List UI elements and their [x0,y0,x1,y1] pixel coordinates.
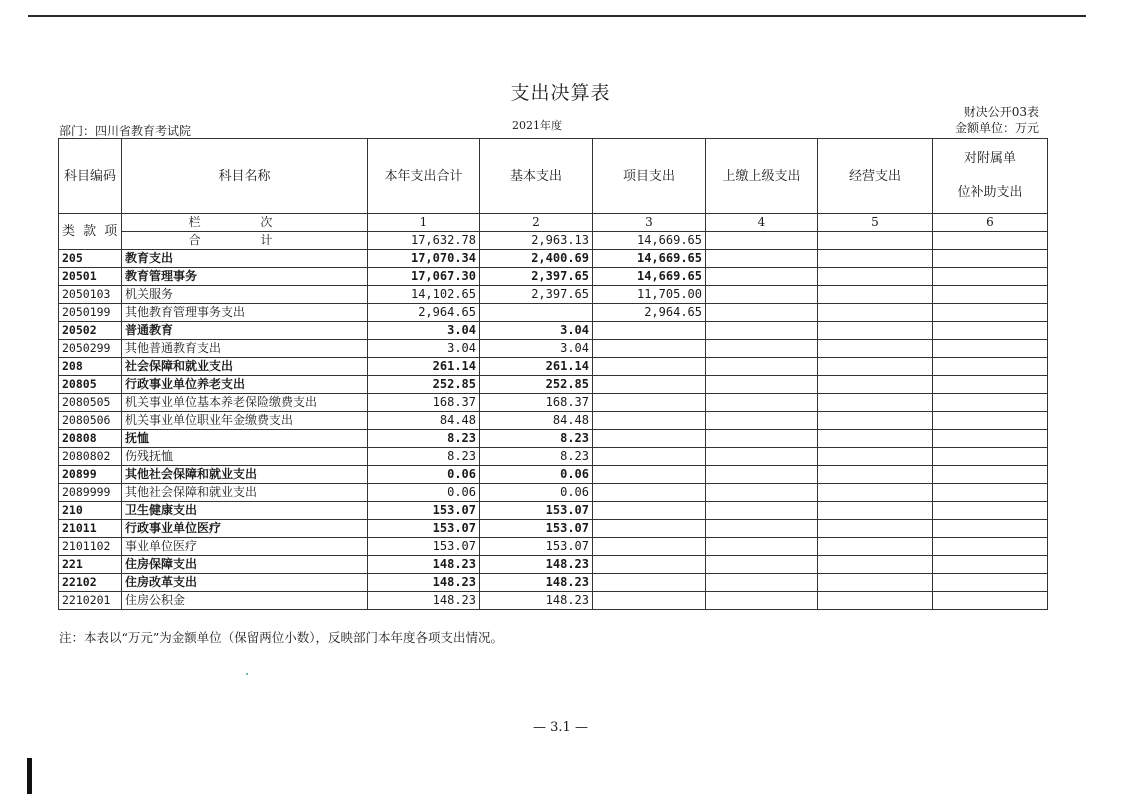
department-label: 部门：四川省教育考试院 [59,124,192,138]
row-project [593,448,706,466]
table-row [59,574,1048,592]
row-basic: 261.14 [480,358,593,376]
row-subsidy [933,538,1048,556]
row-project [593,484,706,502]
row-operating [818,466,933,484]
header-row [59,139,1048,214]
row-project [593,556,706,574]
col-index-1: 1 [368,214,480,232]
row-code: 2089999 [59,484,122,502]
row-basic: 8.23 [480,430,593,448]
row-name: 行政事业单位医疗 [122,520,368,538]
table-row [59,484,1048,502]
row-operating [818,268,933,286]
table-row [59,376,1048,394]
row-code: 20502 [59,322,122,340]
row-code: 221 [59,556,122,574]
row-subsidy [933,358,1048,376]
row-name: 其他教育管理事务支出 [122,304,368,322]
row-project [593,592,706,610]
amount-unit: 金额单位：万元 [954,121,1039,135]
row-code: 205 [59,250,122,268]
row-subsidy [933,520,1048,538]
row-remit-upper [706,322,818,340]
row-basic: 153.07 [480,538,593,556]
col-index-5: 5 [818,214,933,232]
row-total: 261.14 [368,358,480,376]
footnote: 注：本表以“万元”为金额单位（保留两位小数），反映部门本年度各项支出情况。 [59,630,504,645]
row-total: 153.07 [368,538,480,556]
column-index-row [59,214,1048,232]
row-name: 社会保障和就业支出 [122,358,368,376]
page-number: — 3.1 — [533,720,588,735]
row-remit-upper [706,520,818,538]
row-name: 其他社会保障和就业支出 [122,466,368,484]
row-remit-upper [706,448,818,466]
row-project: 11,705.00 [593,286,706,304]
row-remit-upper [706,466,818,484]
row-operating [818,250,933,268]
row-name: 教育支出 [122,250,368,268]
total-label: 合 计 [122,232,368,250]
table-row [59,394,1048,412]
row-remit-upper [706,394,818,412]
row-operating [818,484,933,502]
row-code: 208 [59,358,122,376]
total-remit-upper [706,232,818,250]
row-operating [818,412,933,430]
row-code: 2050299 [59,340,122,358]
row-subsidy [933,376,1048,394]
row-subsidy [933,412,1048,430]
col-index-2: 2 [480,214,593,232]
table-row [59,286,1048,304]
row-name: 住房保障支出 [122,556,368,574]
row-basic: 84.48 [480,412,593,430]
table-row [59,430,1048,448]
row-name: 抚恤 [122,430,368,448]
row-remit-upper [706,556,818,574]
lei-kuan-xiang-label: 类 款 项 [59,214,122,250]
row-remit-upper [706,268,818,286]
row-remit-upper [706,502,818,520]
row-total: 84.48 [368,412,480,430]
row-total: 0.06 [368,466,480,484]
row-operating [818,304,933,322]
row-operating [818,322,933,340]
header-total: 本年支出合计 [368,139,480,214]
header-remit-upper: 上缴上级支出 [706,139,818,214]
lanci-label: 栏 次 [122,214,368,232]
row-project [593,394,706,412]
col-index-4: 4 [706,214,818,232]
row-name: 机关事业单位基本养老保险缴费支出 [122,394,368,412]
row-operating [818,340,933,358]
row-name: 伤残抚恤 [122,448,368,466]
row-name: 其他社会保障和就业支出 [122,484,368,502]
row-basic: 148.23 [480,556,593,574]
table-row [59,412,1048,430]
table-row [59,358,1048,376]
row-name: 教育管理事务 [122,268,368,286]
table-row [59,556,1048,574]
table-row [59,340,1048,358]
row-total: 148.23 [368,556,480,574]
row-name: 卫生健康支出 [122,502,368,520]
row-operating [818,376,933,394]
row-project [593,412,706,430]
total-row [59,232,1048,250]
row-subsidy [933,304,1048,322]
header-basic: 基本支出 [480,139,593,214]
col-index-6: 6 [933,214,1048,232]
table-row [59,538,1048,556]
top-border-line [28,15,1086,17]
row-total: 168.37 [368,394,480,412]
row-code: 2101102 [59,538,122,556]
row-operating [818,286,933,304]
row-total: 0.06 [368,484,480,502]
row-subsidy [933,394,1048,412]
row-operating [818,556,933,574]
row-operating [818,358,933,376]
total-basic: 2,963.13 [480,232,593,250]
row-code: 22102 [59,574,122,592]
row-basic: 3.04 [480,322,593,340]
row-operating [818,592,933,610]
row-remit-upper [706,592,818,610]
row-project: 2,964.65 [593,304,706,322]
row-project [593,358,706,376]
row-basic: 0.06 [480,466,593,484]
table-row [59,520,1048,538]
row-project [593,430,706,448]
row-subsidy [933,448,1048,466]
row-subsidy [933,430,1048,448]
row-subsidy [933,268,1048,286]
total-subsidy [933,232,1048,250]
form-number: 财决公开03表 [963,105,1039,119]
row-name: 普通教育 [122,322,368,340]
row-remit-upper [706,340,818,358]
row-project [593,376,706,394]
row-code: 20805 [59,376,122,394]
table-row [59,250,1048,268]
header-name: 科目名称 [122,139,368,214]
row-project [593,466,706,484]
row-basic: 2,397.65 [480,268,593,286]
row-basic: 153.07 [480,520,593,538]
row-project: 14,669.65 [593,268,706,286]
row-operating [818,502,933,520]
row-total: 3.04 [368,322,480,340]
row-basic: 2,397.65 [480,286,593,304]
row-subsidy [933,574,1048,592]
row-basic: 168.37 [480,394,593,412]
row-project [593,502,706,520]
row-name: 机关事业单位职业年金缴费支出 [122,412,368,430]
row-total: 252.85 [368,376,480,394]
row-subsidy [933,286,1048,304]
scan-speck [246,673,248,675]
row-total: 2,964.65 [368,304,480,322]
row-basic: 148.23 [480,592,593,610]
scan-edge-mark [27,758,32,794]
table-row [59,466,1048,484]
row-remit-upper [706,574,818,592]
col-index-3: 3 [593,214,706,232]
row-code: 20501 [59,268,122,286]
row-total: 153.07 [368,502,480,520]
row-total: 17,067.30 [368,268,480,286]
row-total: 17,070.34 [368,250,480,268]
table-row [59,304,1048,322]
row-basic: 8.23 [480,448,593,466]
row-remit-upper [706,484,818,502]
row-remit-upper [706,250,818,268]
row-basic: 148.23 [480,574,593,592]
header-subsidy-line2: 位补助支出 [957,185,1023,200]
table-row [59,592,1048,610]
row-subsidy [933,484,1048,502]
row-code: 2080506 [59,412,122,430]
row-project [593,538,706,556]
header-project: 项目支出 [593,139,706,214]
row-code: 2210201 [59,592,122,610]
row-name: 机关服务 [122,286,368,304]
total-project: 14,669.65 [593,232,706,250]
row-subsidy [933,340,1048,358]
row-basic: 3.04 [480,340,593,358]
row-total: 14,102.65 [368,286,480,304]
row-project [593,340,706,358]
row-basic: 0.06 [480,484,593,502]
row-total: 148.23 [368,592,480,610]
row-project [593,520,706,538]
row-total: 148.23 [368,574,480,592]
row-project [593,574,706,592]
row-total: 153.07 [368,520,480,538]
row-remit-upper [706,538,818,556]
total-sum: 17,632.78 [368,232,480,250]
row-code: 20899 [59,466,122,484]
row-name: 事业单位医疗 [122,538,368,556]
row-code: 210 [59,502,122,520]
row-project [593,322,706,340]
row-basic: 153.07 [480,502,593,520]
row-name: 行政事业单位养老支出 [122,376,368,394]
header-subsidy-line1: 对附属单 [963,151,1016,166]
table-row [59,502,1048,520]
row-subsidy [933,250,1048,268]
row-name: 其他普通教育支出 [122,340,368,358]
header-operating: 经营支出 [818,139,933,214]
table-row [59,448,1048,466]
row-remit-upper [706,430,818,448]
header-subsidy [933,139,1048,214]
row-operating [818,574,933,592]
row-code: 2050103 [59,286,122,304]
row-code: 2050199 [59,304,122,322]
row-operating [818,430,933,448]
row-remit-upper [706,376,818,394]
total-operating [818,232,933,250]
row-operating [818,538,933,556]
row-total: 8.23 [368,430,480,448]
row-subsidy [933,322,1048,340]
row-name: 住房改革支出 [122,574,368,592]
row-operating [818,394,933,412]
header-code: 科目编码 [59,139,122,214]
row-subsidy [933,502,1048,520]
row-project: 14,669.65 [593,250,706,268]
expenditure-table [58,138,1048,610]
row-total: 8.23 [368,448,480,466]
row-subsidy [933,466,1048,484]
row-operating [818,520,933,538]
row-code: 2080505 [59,394,122,412]
row-operating [818,448,933,466]
row-code: 20808 [59,430,122,448]
table-row [59,322,1048,340]
row-basic: 252.85 [480,376,593,394]
row-basic [480,304,593,322]
fiscal-year: 2021年度 [512,119,562,132]
row-subsidy [933,592,1048,610]
row-remit-upper [706,304,818,322]
table-row [59,268,1048,286]
row-basic: 2,400.69 [480,250,593,268]
row-remit-upper [706,358,818,376]
row-remit-upper [706,412,818,430]
row-code: 21011 [59,520,122,538]
row-name: 住房公积金 [122,592,368,610]
row-remit-upper [706,286,818,304]
row-code: 2080802 [59,448,122,466]
page-title: 支出决算表 [510,82,611,104]
row-subsidy [933,556,1048,574]
row-total: 3.04 [368,340,480,358]
